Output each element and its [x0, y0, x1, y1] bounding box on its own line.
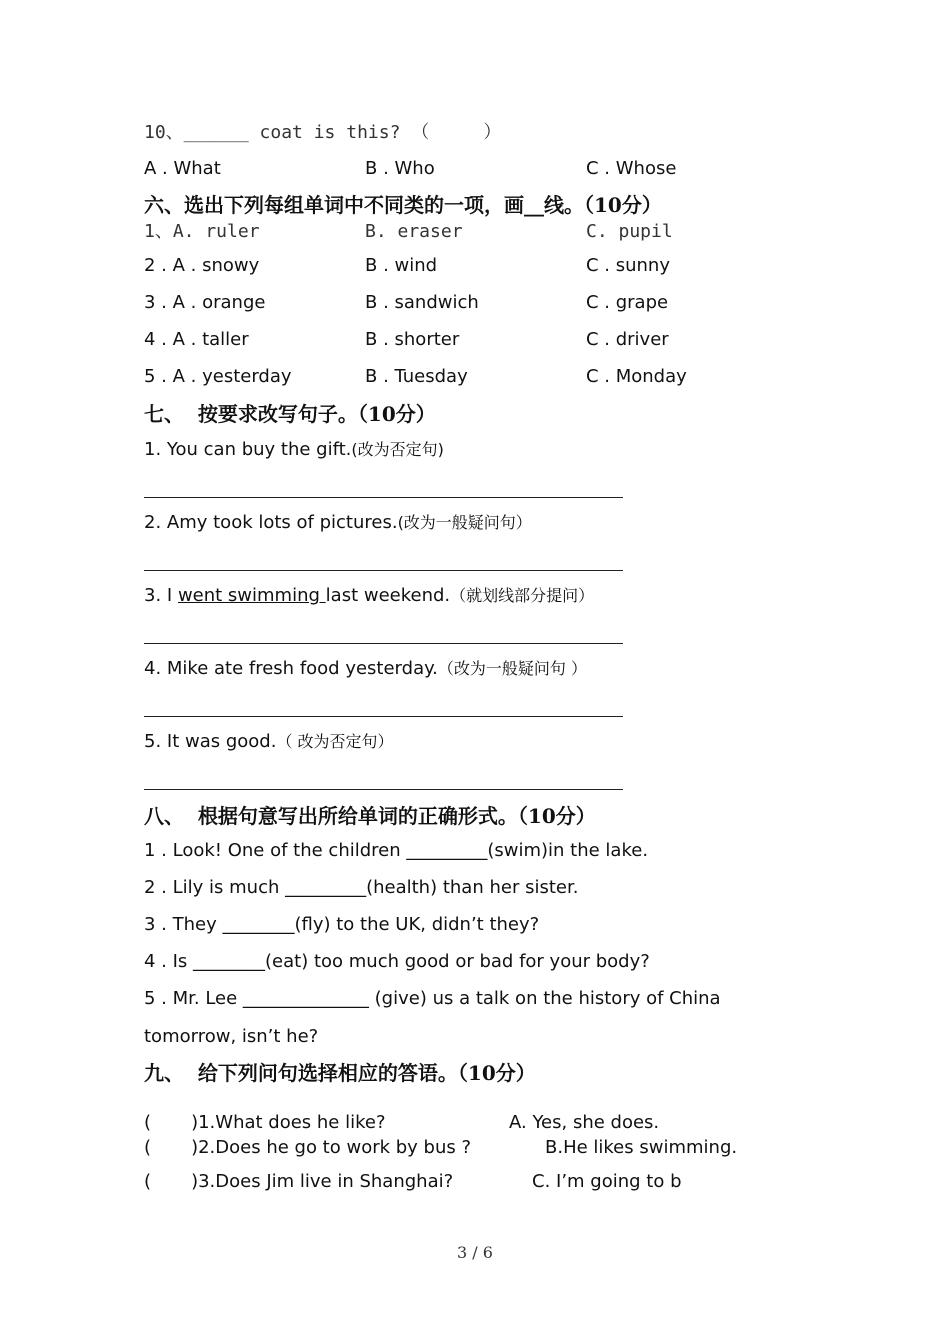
- s6-r5-c: C . Monday: [586, 366, 687, 387]
- s6-r2-a: 2 . A . snowy: [144, 255, 260, 276]
- s9-a2: B.He likes swimming.: [545, 1137, 738, 1158]
- s6-r2-b: B . wind: [365, 255, 438, 276]
- s6-row-2: [144, 254, 844, 278]
- s7-item-1-text: 1. You can buy the gift.: [144, 439, 352, 460]
- s6-r3-a: 3 . A . orange: [144, 292, 266, 313]
- q10-option-b: B . Who: [365, 158, 435, 179]
- s6-r1-b: B. eraser: [365, 221, 463, 242]
- s9-a1: A. Yes, she does.: [509, 1112, 660, 1133]
- s8-item-5-cont: tomorrow, isn’t he?: [144, 1026, 319, 1047]
- s6-r5-b: B . Tuesday: [365, 366, 468, 387]
- s6-r2-c: C . sunny: [586, 255, 670, 276]
- s9-a3: C. I’m going to b: [532, 1171, 682, 1192]
- s7-item-3-note: （就划线部分提问）: [450, 586, 595, 605]
- s9-q3: ( )3.Does Jim live in Shanghai?: [144, 1171, 454, 1192]
- s6-row-1: [144, 220, 844, 244]
- s7-item-1: [144, 438, 444, 462]
- answer-line-3[interactable]: [144, 643, 623, 644]
- s6-r1-c: C. pupil: [586, 221, 673, 242]
- s8-item-2: 2 . Lily is much _________(health) than her sister.: [144, 877, 579, 898]
- section7-heading: 七、 按要求改写句子。（10分）: [144, 402, 436, 426]
- s6-r4-c: C . driver: [586, 329, 669, 350]
- s7-item-4: [144, 657, 587, 681]
- s6-row-5: [144, 365, 844, 389]
- q10-option-c: C . Whose: [586, 158, 677, 179]
- s6-row-4: [144, 328, 844, 352]
- s8-item-5: 5 . Mr. Lee ______________ (give) us a talk on the history of China: [144, 988, 721, 1009]
- s7-item-5: [144, 730, 394, 754]
- s8-item-1: 1 . Look! One of the children _________(swim)in the lake.: [144, 840, 649, 861]
- s6-r4-a: 4 . A . taller: [144, 329, 249, 350]
- s7-item-4-text: 4. Mike ate fresh food yesterday.: [144, 658, 438, 679]
- s6-row-3: [144, 291, 844, 315]
- q10-stem: 10、______ coat is this? （ ）: [144, 122, 502, 143]
- s6-r1-a: 1、A. ruler: [144, 221, 260, 242]
- answer-line-2[interactable]: [144, 570, 623, 571]
- s9-row-3: [144, 1170, 844, 1194]
- section8-heading: 八、 根据句意写出所给单词的正确形式。（10分）: [144, 804, 596, 828]
- s9-q1: ( )1.What does he like?: [144, 1112, 386, 1133]
- s9-q2: ( )2.Does he go to work by bus ?: [144, 1137, 472, 1158]
- s7-item-3-underlined: went swimming: [177, 585, 326, 606]
- s7-item-3: [144, 584, 594, 608]
- answer-line-5[interactable]: [144, 789, 623, 790]
- s8-item-3: 3 . They ________(fly) to the UK, didn’t they?: [144, 914, 540, 935]
- s9-row-1: [144, 1111, 844, 1135]
- s6-r4-b: B . shorter: [365, 329, 460, 350]
- s7-item-2-text: 2. Amy took lots of pictures.: [144, 512, 398, 533]
- s7-item-3-pre: 3. I: [144, 585, 178, 606]
- answer-line-4[interactable]: [144, 716, 623, 717]
- answer-line-1[interactable]: [144, 497, 623, 498]
- s7-item-2: [144, 511, 532, 535]
- q10-options: [144, 157, 844, 181]
- s9-row-2: [144, 1136, 844, 1160]
- s6-r3-c: C . grape: [586, 292, 669, 313]
- s7-item-5-note: （ 改为否定句）: [276, 732, 394, 751]
- s6-r3-b: B . sandwich: [365, 292, 479, 313]
- s7-item-3-post: last weekend.: [325, 585, 451, 606]
- s7-item-2-note: (改为一般疑问句）: [397, 513, 532, 532]
- section6-heading: 六、选出下列每组单词中不同类的一项，画__线。（10分）: [144, 193, 662, 217]
- section9-heading: 九、 给下列问句选择相应的答语。（10分）: [144, 1061, 536, 1085]
- s8-item-4: 4 . Is ________(eat) too much good or bad for your body?: [144, 951, 650, 972]
- s7-item-5-text: 5. It was good.: [144, 731, 277, 752]
- s7-item-1-note: (改为否定句): [351, 440, 444, 459]
- s6-r5-a: 5 . A . yesterday: [144, 366, 292, 387]
- s7-item-4-note: （改为一般疑问句 ）: [437, 659, 587, 678]
- page-number: 3 / 6: [457, 1243, 493, 1262]
- q10-option-a: A . What: [144, 158, 221, 179]
